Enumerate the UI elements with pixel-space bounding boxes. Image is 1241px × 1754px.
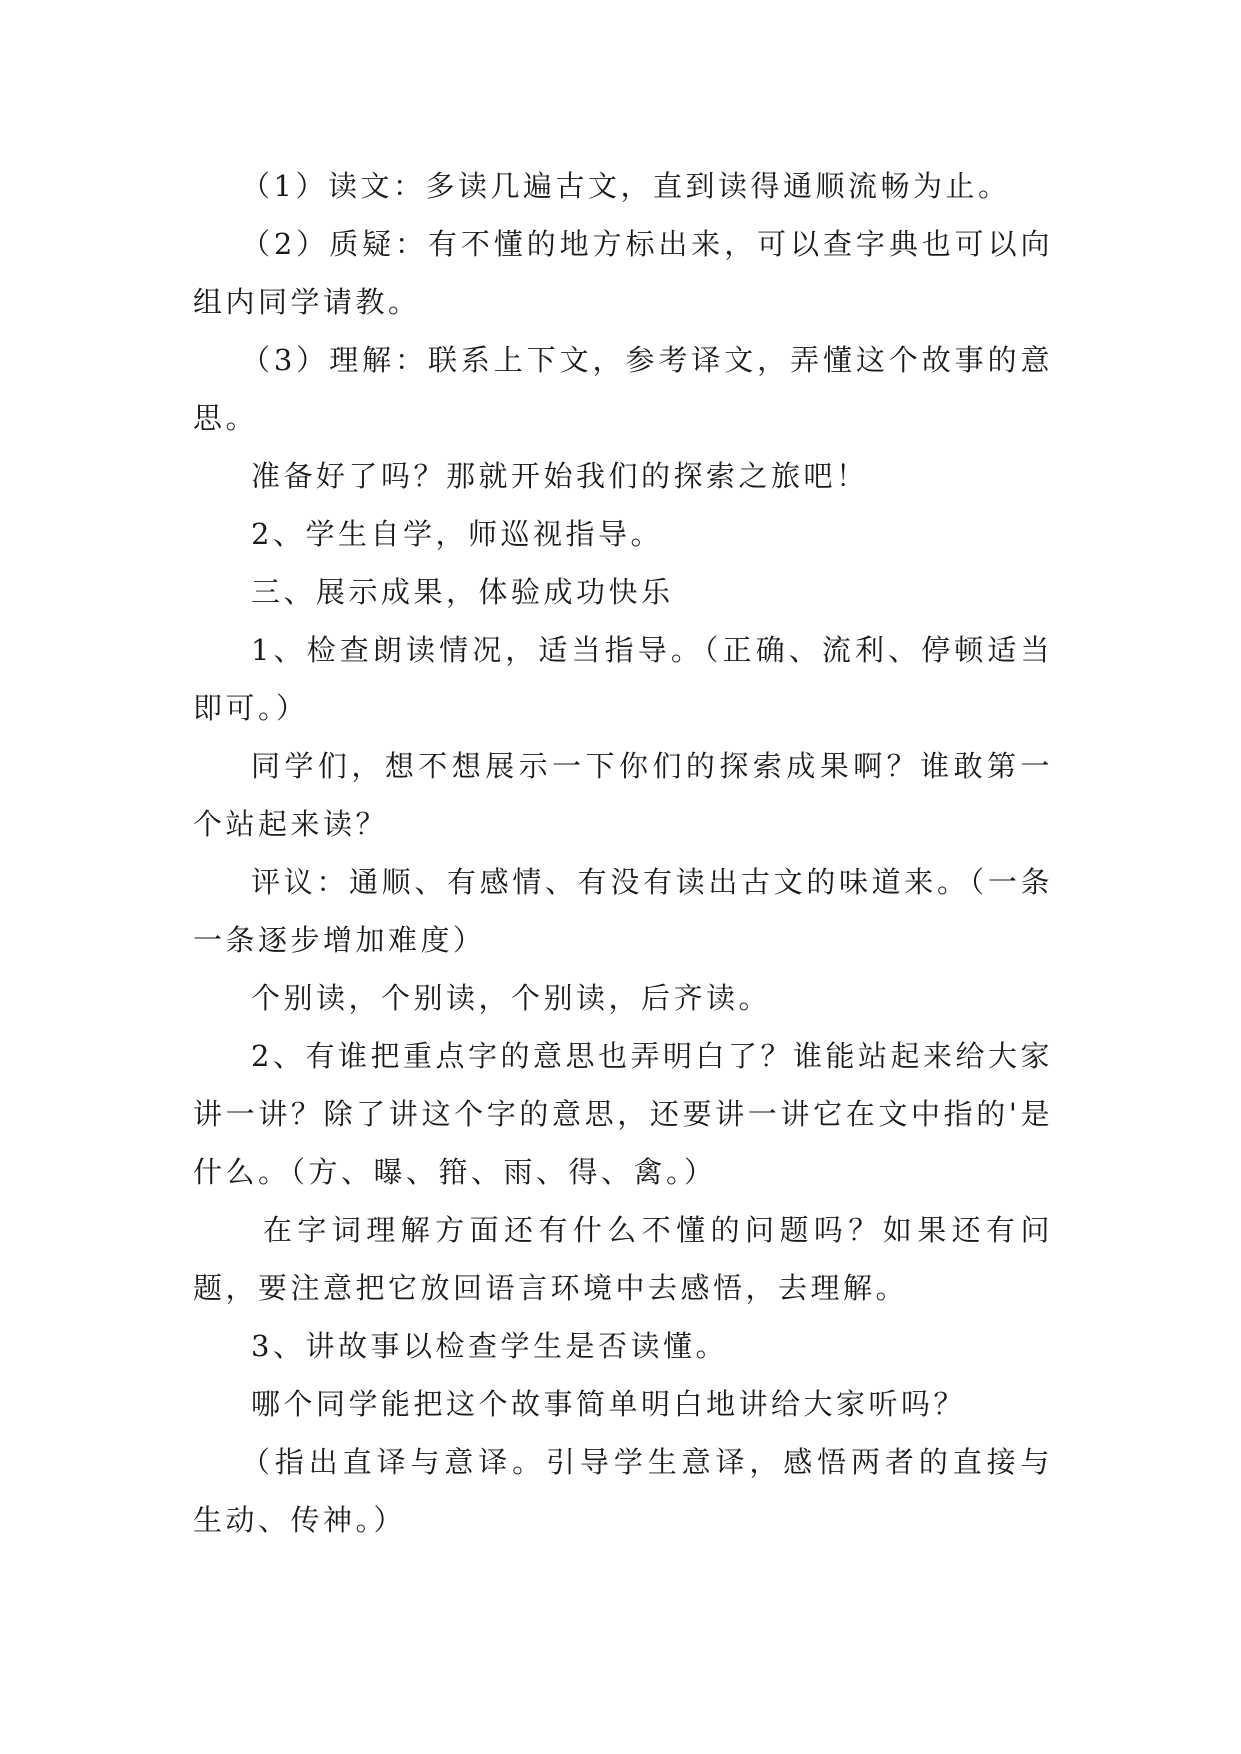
paragraph-translation-note: （指出直译与意译。引导学生意译，感悟两者的直接与生动、传神。）	[193, 1445, 1053, 1537]
section-heading-results: 三、展示成果，体验成功快乐	[251, 575, 674, 609]
paragraph-understand: （3）理解：联系上下文，参考译文，弄懂这个故事的意思。	[193, 343, 1053, 435]
paragraph-ready: 准备好了吗？那就开始我们的探索之旅吧！	[251, 459, 869, 493]
document-body	[193, 157, 1053, 1549]
paragraph-evaluation: 评议：通顺、有感情、有没有读出古文的味道来。（一条一条逐步增加难度）	[193, 865, 1053, 957]
paragraph-check-reading: 1、检查朗读情况，适当指导。（正确、流利、停顿适当即可。）	[193, 633, 1053, 725]
paragraph-question: （2）质疑：有不懂的地方标出来，可以查字典也可以向组内同学请教。	[193, 227, 1053, 319]
paragraph-tell-story: 3、讲故事以检查学生是否读懂。	[251, 1329, 728, 1363]
paragraph-individual-reading: 个别读，个别读，个别读，后齐读。	[251, 981, 772, 1015]
paragraph-self-study: 2、学生自学，师巡视指导。	[251, 517, 663, 551]
paragraph-key-words: 2、有谁把重点字的意思也弄明白了？谁能站起来给大家讲一讲？除了讲这个字的意思，还要讲一讲它在文中指的'是什么。（方、曝、箝、雨、得、禽。）	[193, 1039, 1053, 1189]
paragraph-read-text: （1）读文：多读几遍古文，直到读得通顺流畅为止。	[241, 169, 1011, 203]
paragraph-word-questions: 在字词理解方面还有什么不懂的问题吗？如果还有问题，要注意把它放回语言环境中去感悟，去理解。	[193, 1213, 1053, 1305]
paragraph-show-results: 同学们，想不想展示一下你们的探索成果啊？谁敢第一个站起来读？	[193, 749, 1053, 841]
paragraph-who-can-tell: 哪个同学能把这个故事简单明白地讲给大家听吗？	[251, 1387, 967, 1421]
